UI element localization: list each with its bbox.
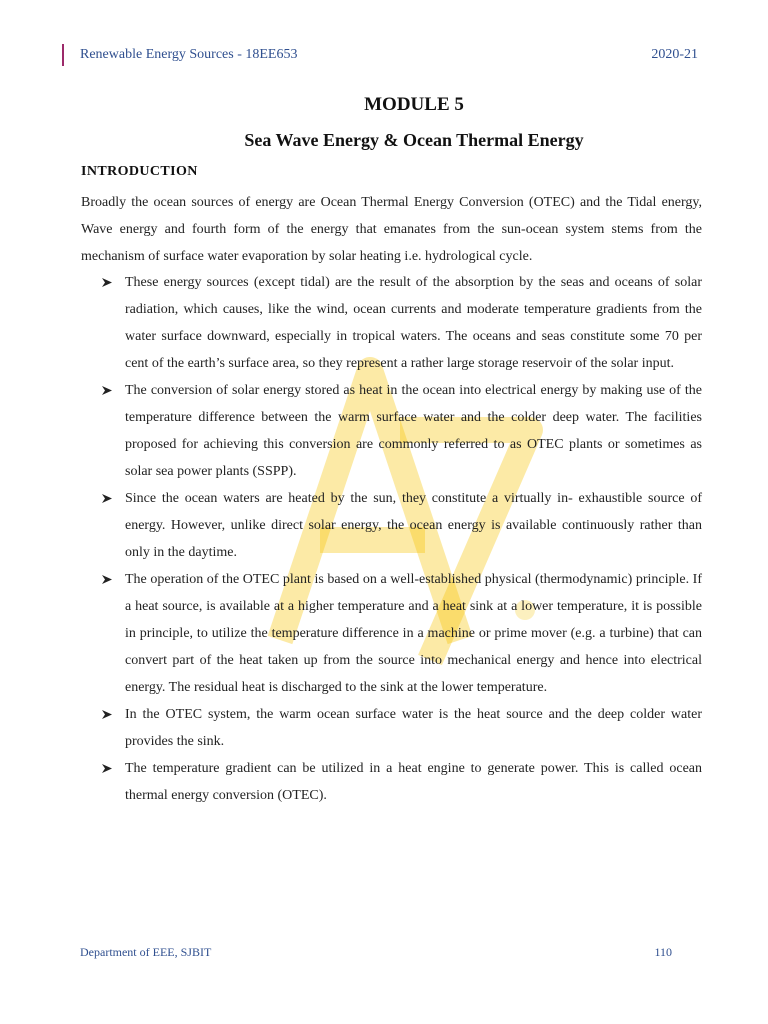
arrowhead-bullet-icon [100, 485, 114, 512]
header-accent-bar [62, 44, 64, 66]
list-item [100, 485, 702, 566]
bullet-text: In the OTEC system, the warm ocean surface water is the heat source and the deep colder water provides the sink. [125, 707, 702, 749]
module-heading: MODULE 5 [364, 94, 464, 115]
arrowhead-bullet-icon [100, 377, 114, 404]
bullet-text: These energy sources (except tidal) are the result of the absorption by the seas and oceans of solar radiation, which causes, like the wind, ocean currents and moderate temperature gradients from the water surface downward, especially in tropical waters. The oceans and seas constitute some 70 per cent of the earth’s surface area, so they represent a rather large storage reservoir of the solar input. [125, 275, 702, 371]
section-heading-introduction: INTRODUCTION [81, 164, 198, 179]
module-subtitle: Sea Wave Energy & Ocean Thermal Energy [244, 130, 584, 150]
list-item [100, 701, 702, 755]
arrowhead-bullet-icon [100, 566, 114, 593]
arrowhead-bullet-icon [100, 755, 114, 782]
arrowhead-bullet-icon [100, 701, 114, 728]
bullet-text: The conversion of solar energy stored as heat in the ocean into electrical energy by making use of the temperature difference between the warm surface water and the colder deep water. The facilities proposed for achieving this conversion are commonly referred to as OTEC plants or sometimes as solar sea power plants (SSPP). [125, 383, 702, 479]
header-academic-year: 2020-21 [651, 47, 698, 62]
bullet-text: The temperature gradient can be utilized in a heat engine to generate power. This is called ocean thermal energy conversion (OTEC). [125, 761, 702, 803]
bullet-text: Since the ocean waters are heated by the sun, they constitute a virtually in- exhaustible source of energy. However, unlike direct solar energy, the ocean energy is available continuously rather than only in the daytime. [125, 491, 702, 560]
bullet-text: The operation of the OTEC plant is based on a well-established physical (thermodynamic) principle. If a heat source, is available at a higher temperature and a heat sink at a lower temperature, it is possible in principle, to utilize the temperature difference in a machine or prime mover (e.g. a turbine) that can convert part of the heat taken up from the source into mechanical energy and hence into electrical energy. The residual heat is discharged to the sink at the lower temperature. [125, 572, 702, 695]
list-item [100, 377, 702, 485]
arrowhead-bullet-icon [100, 269, 114, 296]
list-item [100, 566, 702, 701]
bullet-list [100, 269, 702, 809]
footer-department: Department of EEE, SJBIT [80, 945, 212, 959]
list-item [100, 269, 702, 377]
header-course-title: Renewable Energy Sources - 18EE653 [80, 47, 298, 62]
page-number: 110 [654, 945, 672, 959]
list-item [100, 755, 702, 809]
intro-paragraph: Broadly the ocean sources of energy are Ocean Thermal Energy Conversion (OTEC) and the Tidal energy, Wave energy and fourth form of the energy that emanates from the sun-ocean system stems from the mechanism of surface water evaporation by solar heating i.e. hydrological cycle. [81, 195, 702, 264]
